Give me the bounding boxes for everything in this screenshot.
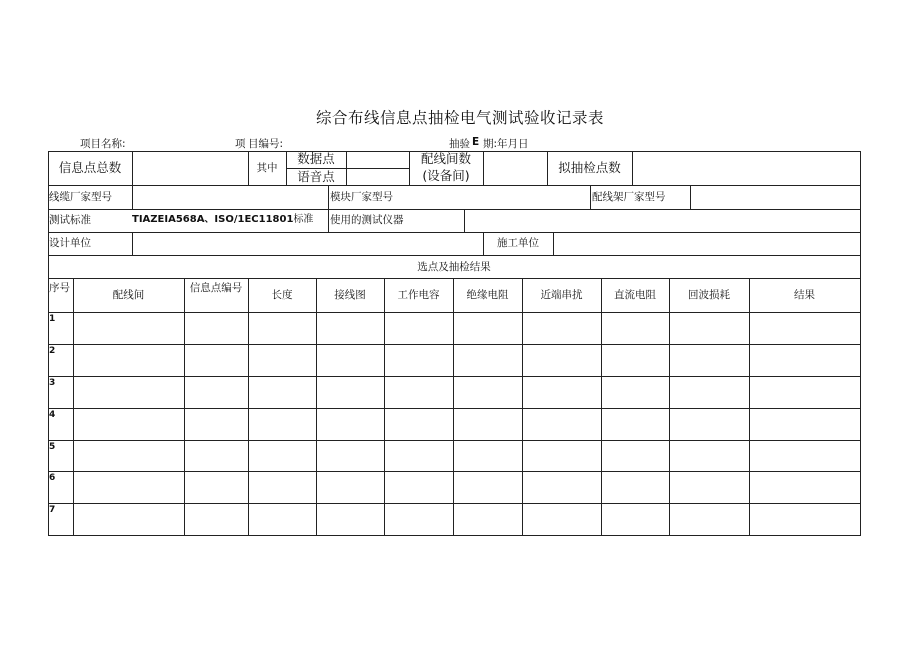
col-wiremap: 接线图 [334, 289, 366, 301]
row-number: 2 [49, 346, 56, 356]
cable-maker-label: 线缆厂家型号 [49, 191, 112, 203]
row-number: 5 [49, 442, 56, 452]
test-standard-value [132, 215, 313, 225]
planned-sample-label: 拟抽检点数 [558, 160, 621, 175]
col-index: 序号 [49, 282, 70, 294]
col-length: 长度 [271, 289, 293, 301]
project-code-label-b: 目编号: [248, 138, 284, 150]
col-closet: 配线间 [112, 289, 145, 301]
row-number: 7 [49, 505, 56, 515]
design-unit-label: 设计单位 [49, 237, 91, 249]
col-result: 结果 [794, 289, 815, 301]
voice-points-label: 语音点 [297, 169, 335, 184]
row-number: 3 [49, 378, 56, 388]
col-return-loss: 回波损耗 [688, 289, 730, 301]
test-instrument-label: 使用的测试仪器 [330, 214, 404, 226]
module-maker-label: 模块厂家型号 [330, 191, 393, 203]
construction-unit-label: 施工单位 [497, 237, 539, 249]
results-section-title: 选点及抽检结果 [417, 261, 491, 273]
among-label: 其中 [256, 162, 278, 174]
col-point-id: 信息点编号 [189, 282, 243, 294]
standard-suffix: 标准 [293, 214, 314, 225]
col-next: 近端串扰 [540, 289, 583, 301]
sampling-label-a: 抽验 [449, 138, 470, 150]
row-number: 4 [49, 410, 56, 420]
equipment-room-label: (设备间) [422, 168, 470, 183]
rack-maker-label: 配线架厂家型号 [592, 191, 666, 203]
row-number: 6 [49, 473, 56, 483]
sampling-label-e: E [472, 136, 480, 148]
standard-code: TIAZEIA568A、ISO/1EC11801 [132, 214, 294, 225]
sampling-date-label: 期:年月日 [483, 138, 529, 150]
project-code-label-a: 项 [235, 138, 246, 150]
total-points-label: 信息点总数 [58, 160, 122, 175]
col-dc-resistance: 直流电阻 [614, 289, 656, 301]
test-standard-label: 测试标准 [49, 214, 91, 226]
row-number: 1 [49, 314, 56, 324]
col-insulation: 绝缘电阻 [466, 289, 509, 301]
data-points-label: 数据点 [297, 151, 335, 166]
form-title: 综合布线信息点抽检电气测试验收记录表 [315, 109, 604, 127]
project-name-label: 项目名称: [80, 138, 126, 150]
col-capacitance: 工作电容 [397, 289, 440, 301]
closet-count-label: 配线间数 [420, 151, 471, 166]
